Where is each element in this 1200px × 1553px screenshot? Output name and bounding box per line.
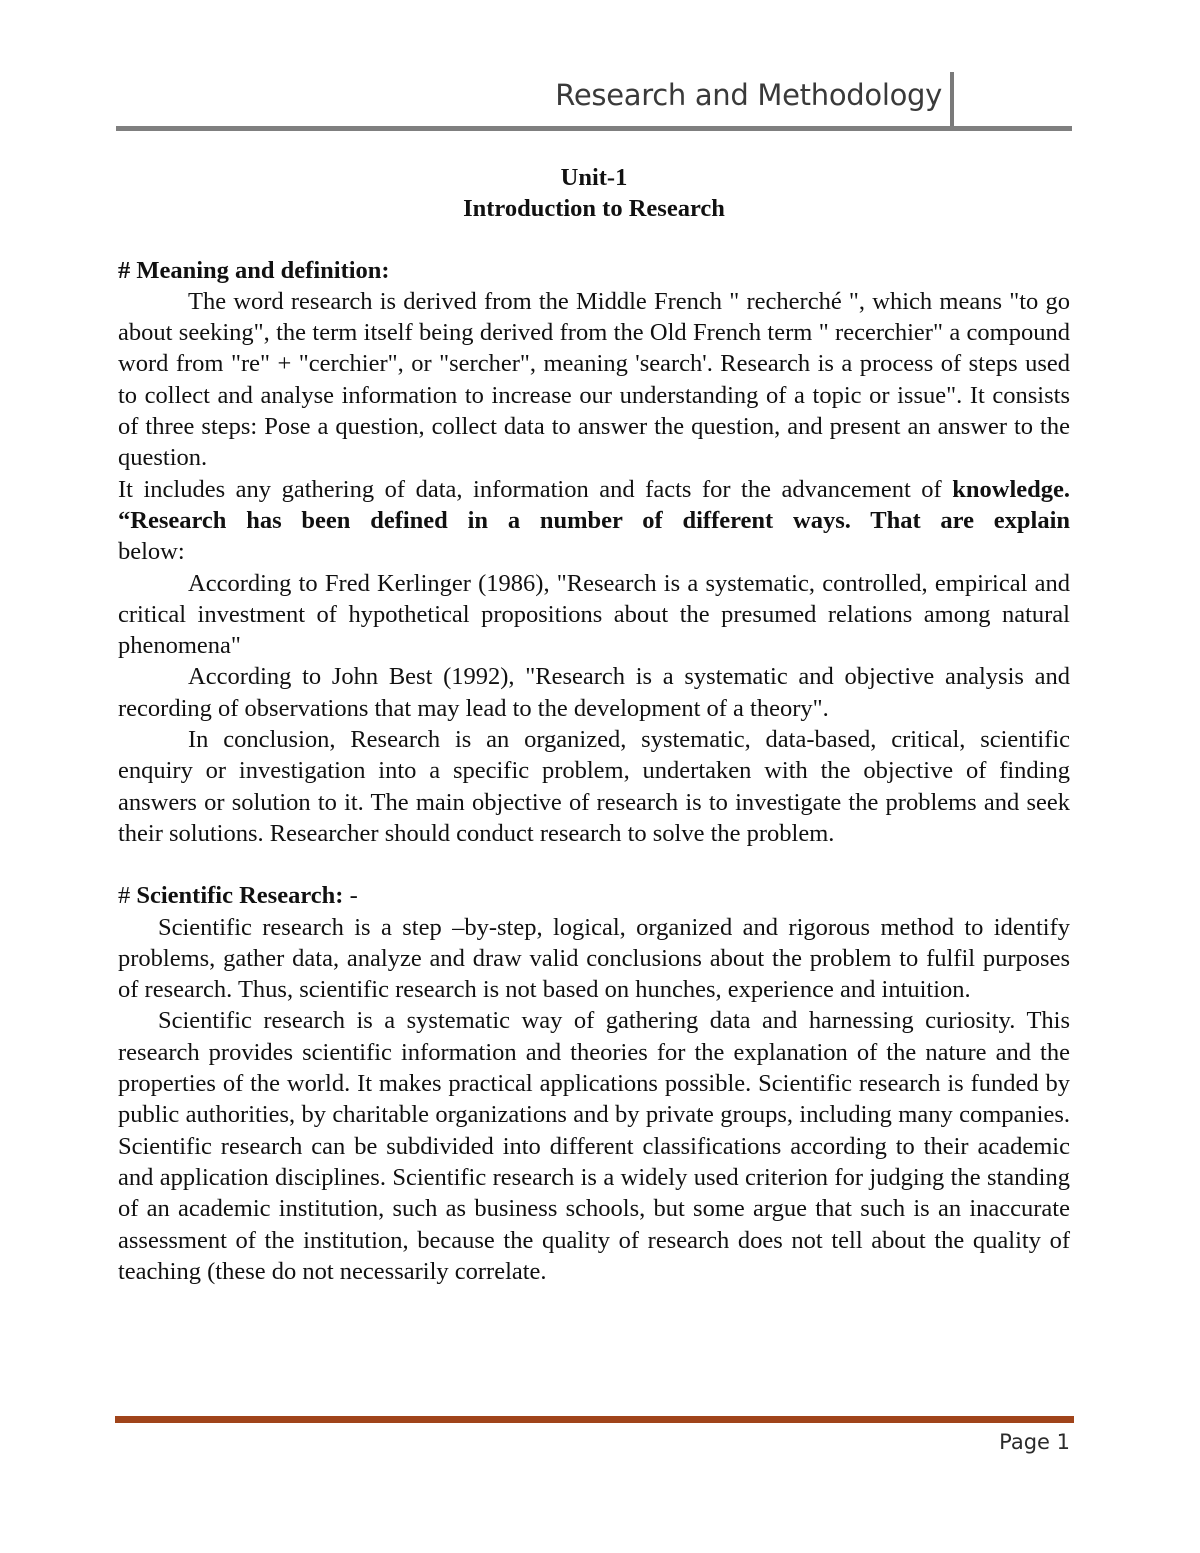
section-heading-scientific (118, 880, 1070, 911)
section-heading-scientific-title: Scientific Research: (136, 882, 344, 910)
unit-title: Introduction to Research (463, 195, 725, 223)
paragraph-includes-end: below: (118, 538, 185, 566)
unit-label: Unit-1 (560, 164, 628, 191)
section-heading-scientific-suffix: - (343, 882, 358, 910)
running-header-title: Research and Methodology (555, 78, 942, 112)
paragraph-includes (118, 474, 1070, 537)
paragraph-best: According to John Best (1992), "Research is a systematic and objective analysis and recording of observations that may lead to the development of a theory". (118, 663, 1070, 722)
header-rule (116, 126, 1072, 131)
page-number: Page 1 (999, 1430, 1070, 1454)
paragraph-includes-bold: knowledge. “Research has been defined in a number of different ways. That are explain (118, 475, 1071, 534)
section-heading-meaning: # Meaning and definition: (118, 256, 390, 284)
paragraph-conclusion: In conclusion, Research is an organized, systematic, data-based, critical, scientific enquiry or investigation into a specific problem, undertaken with the objective of finding answers or solution to it. The main objective of research is to investigate the problems and seek their solutions. Researcher should conduct research to solve the problem. (118, 726, 1070, 847)
paragraph-scientific-detail: Scientific research is a systematic way of gathering data and harnessing curiosity. This research provides scientific information and theories for the explanation of the nature and the properties of the world. It makes practical applications possible. Scientific research is funded by public authorities, by charitable organizations and by private groups, including many companies. Scientific research can be subdivided into different classifications according to their academic and application disciplines. Scientific research is a widely used criterion for judging the standing of an academic institution, such as business schools, but some argue that such is an inaccurate assessment of the institution, because the quality of research does not tell about the quality of teaching (these do not necessarily correlate. (118, 1007, 1070, 1285)
paragraph-scientific-definition: Scientific research is a step –by-step, logical, organized and rigorous method to identify problems, gather data, analyze and draw valid conclusions about the problem to fulfil purposes of research. Thus, scientific research is not based on hunches, experience and intuition. (118, 913, 1070, 1004)
header-vertical-divider (950, 72, 954, 130)
paragraph-etymology: The word research is derived from the Middle French " recherché ", which means "to go about seeking", the term itself being derived from the Old French term " recerchier" a compound word from "re" + "cerchier", or "sercher", meaning 'search'. Research is a process of steps used to collect and analyse information to increase our understanding of a topic or issue". It consists of three steps: Pose a question, collect data to answer the question, and present an answer to the question. (118, 287, 1070, 472)
paragraph-kerlinger: According to Fred Kerlinger (1986), "Research is a systematic, controlled, empirical and critical investment of hypothetical propositions about the presumed relations among natural phenomena" (118, 569, 1070, 660)
document-body (118, 162, 1070, 1287)
paragraph-includes-text: It includes any gathering of data, information and facts for the advancement of (118, 475, 942, 503)
section-heading-scientific-prefix: # (118, 882, 137, 910)
footer-rule (115, 1416, 1074, 1423)
